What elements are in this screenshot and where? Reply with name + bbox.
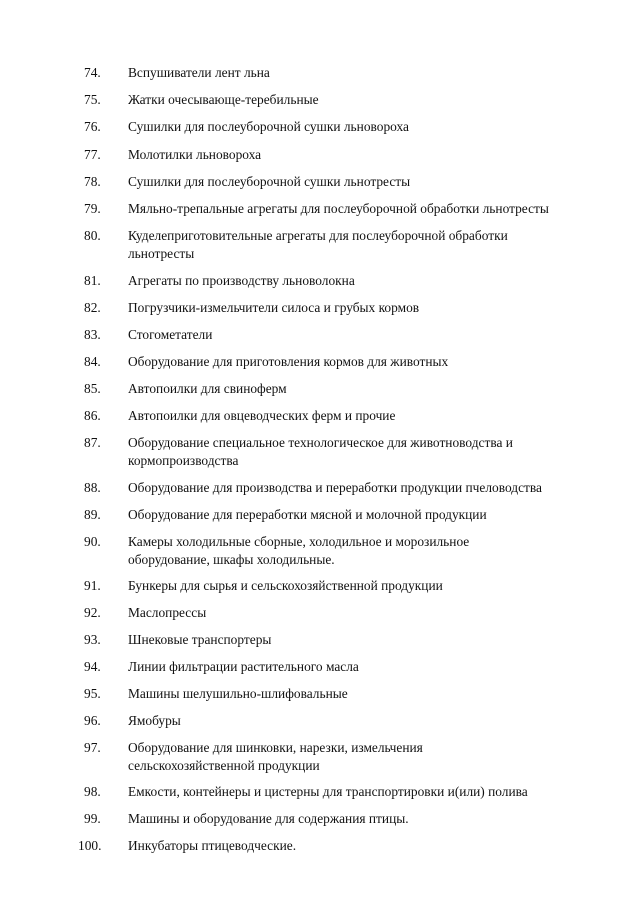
list-item — [0, 227, 636, 265]
item-number: 99. — [84, 811, 101, 826]
item-number: 93. — [84, 632, 101, 647]
item-text: Маслопрессы — [128, 605, 207, 620]
list-item — [0, 810, 636, 830]
item-text: Бункеры для сырья и сельскохозяйственной продукции — [128, 578, 443, 593]
item-text-continued: льнотресты — [128, 246, 195, 261]
item-text: Агрегаты по производству льноволокна — [128, 273, 355, 288]
item-number: 94. — [84, 659, 101, 674]
list-item — [0, 146, 636, 166]
item-number: 97. — [84, 740, 101, 755]
list-item — [0, 685, 636, 705]
item-number: 80. — [84, 228, 101, 243]
list-item — [0, 272, 636, 292]
item-number: 81. — [84, 273, 101, 288]
item-number: 75. — [84, 92, 101, 107]
list-item — [0, 783, 636, 803]
item-text-continued: сельскохозяйственной продукции — [128, 758, 320, 773]
item-text: Оборудование для производства и переработки продукции пчеловодства — [128, 480, 542, 495]
item-number: 74. — [84, 65, 101, 80]
item-text: Линии фильтрации растительного масла — [128, 659, 359, 674]
item-number: 98. — [84, 784, 101, 799]
item-text: Оборудование для переработки мясной и молочной продукции — [128, 507, 487, 522]
list-item — [0, 837, 636, 857]
item-number: 76. — [84, 119, 101, 134]
list-item — [0, 631, 636, 651]
list-item — [0, 479, 636, 499]
item-number: 91. — [84, 578, 101, 593]
item-text: Шнековые транспортеры — [128, 632, 272, 647]
item-text: Молотилки льновороха — [128, 147, 262, 162]
item-text: Мяльно-трепальные агрегаты для послеуборочной обработки льнотресты — [128, 201, 549, 216]
item-text: Оборудование специальное технологическое для животноводства и — [128, 435, 513, 450]
item-number: 89. — [84, 507, 101, 522]
list-item — [0, 577, 636, 597]
item-text: Жатки очесывающе-теребильные — [128, 92, 319, 107]
item-number: 100. — [78, 838, 102, 853]
item-text: Стогометатели — [128, 327, 213, 342]
list-item — [0, 658, 636, 678]
item-number: 92. — [84, 605, 101, 620]
item-number: 79. — [84, 201, 101, 216]
list-item — [0, 353, 636, 373]
item-number: 85. — [84, 381, 101, 396]
item-text: Вспушиватели лент льна — [128, 65, 270, 80]
list-item — [0, 506, 636, 526]
item-number: 78. — [84, 174, 101, 189]
item-text: Машины и оборудование для содержания птицы. — [128, 811, 409, 826]
item-text-continued: оборудование, шкафы холодильные. — [128, 552, 335, 567]
list-item — [0, 604, 636, 624]
item-number: 82. — [84, 300, 101, 315]
item-number: 88. — [84, 480, 101, 495]
item-text: Сушилки для послеуборочной сушки льновороха — [128, 119, 409, 134]
item-text: Емкости, контейнеры и цистерны для транспортировки и(или) полива — [128, 784, 528, 799]
item-text: Автопоилки для свиноферм — [128, 381, 287, 396]
item-text: Ямобуры — [128, 713, 181, 728]
item-text: Куделеприготовительные агрегаты для послеуборочной обработки — [128, 228, 508, 243]
item-text: Сушилки для послеуборочной сушки льнотресты — [128, 174, 411, 189]
item-number: 86. — [84, 408, 101, 423]
list-item — [0, 64, 636, 84]
list-item — [0, 434, 636, 472]
item-text: Камеры холодильные сборные, холодильное и морозильное — [128, 534, 470, 549]
item-number: 96. — [84, 713, 101, 728]
list-item — [0, 407, 636, 427]
item-text: Автопоилки для овцеводческих ферм и прочие — [128, 408, 396, 423]
item-number: 87. — [84, 435, 101, 450]
list-item — [0, 118, 636, 138]
item-text: Машины шелушильно-шлифовальные — [128, 686, 348, 701]
list-item — [0, 739, 636, 777]
item-number: 77. — [84, 147, 101, 162]
item-text: Инкубаторы птицеводческие. — [128, 838, 297, 853]
item-text: Погрузчики-измельчители силоса и грубых кормов — [128, 300, 420, 315]
list-item — [0, 91, 636, 111]
list-item — [0, 200, 636, 220]
item-number: 90. — [84, 534, 101, 549]
item-text: Оборудование для шинковки, нарезки, измельчения — [128, 740, 423, 755]
list-item — [0, 326, 636, 346]
item-number: 83. — [84, 327, 101, 342]
list-item — [0, 299, 636, 319]
item-number: 84. — [84, 354, 101, 369]
item-number: 95. — [84, 686, 101, 701]
list-item — [0, 533, 636, 571]
list-item — [0, 380, 636, 400]
list-item — [0, 173, 636, 193]
item-text-continued: кормопроизводства — [128, 453, 239, 468]
item-text: Оборудование для приготовления кормов для животных — [128, 354, 449, 369]
list-item — [0, 712, 636, 732]
